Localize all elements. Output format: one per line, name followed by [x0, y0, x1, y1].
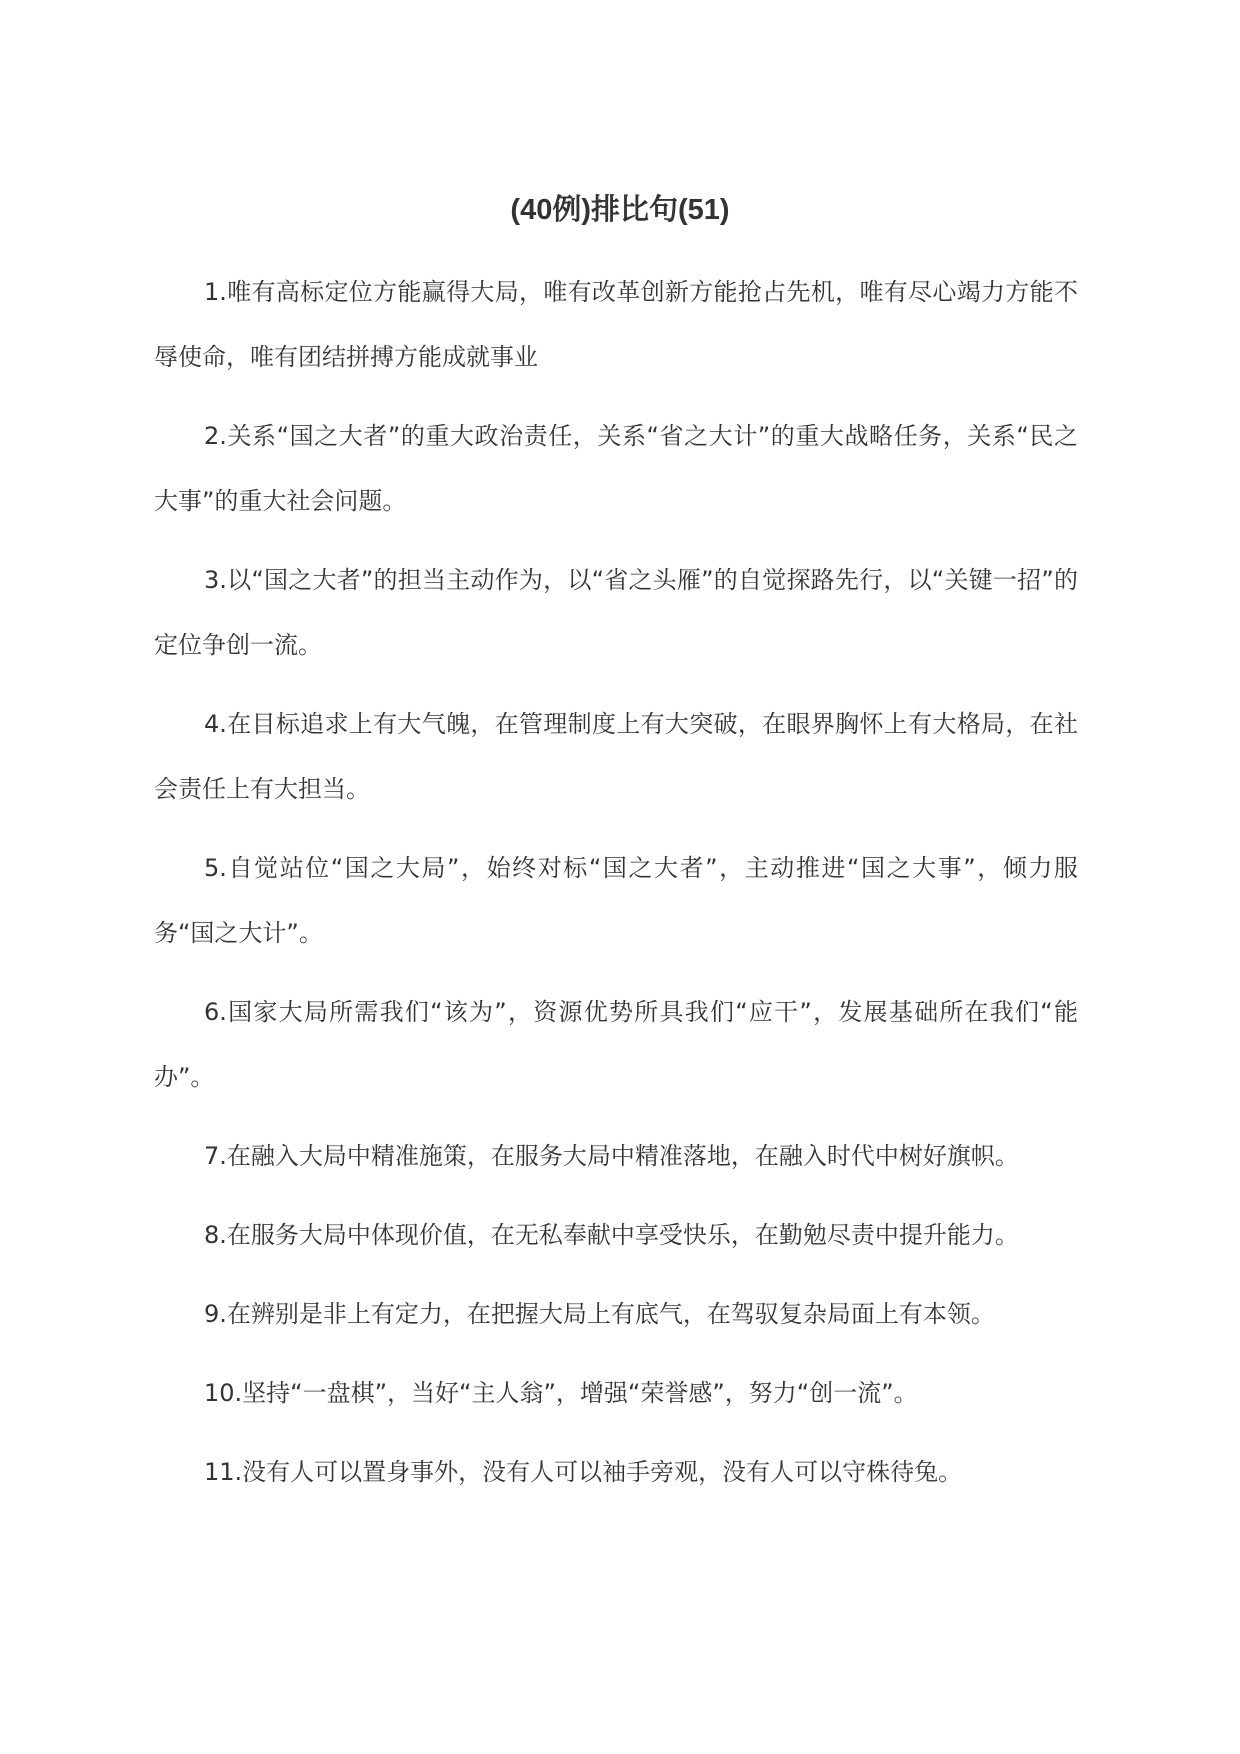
paragraph-5: 5.自觉站位“国之大局”，始终对标“国之大者”，主动推进“国之大事”，倾力服务“国之大计”。 [154, 854, 1078, 947]
paragraph-11: 11.没有人可以置身事外，没有人可以袖手旁观，没有人可以守株待兔。 [204, 1458, 963, 1486]
paragraph-9: 9.在辨别是非上有定力，在把握大局上有底气，在驾驭复杂局面上有本领。 [204, 1300, 995, 1328]
paragraph-4: 4.在目标追求上有大气魄，在管理制度上有大突破，在眼界胸怀上有大格局，在社会责任上有大担当。 [154, 710, 1078, 803]
document-body [154, 260, 1078, 1519]
paragraph-8: 8.在服务大局中体现价值，在无私奉献中享受快乐，在勤勉尽责中提升能力。 [204, 1221, 1019, 1249]
paragraph-1: 1.唯有高标定位方能赢得大局，唯有改革创新方能抢占先机，唯有尽心竭力方能不辱使命，唯有团结拼搏方能成就事业 [154, 278, 1078, 371]
document-title: (40例)排比句(51) [510, 194, 730, 226]
paragraph-10: 10.坚持“一盘棋”，当好“主人翁”，增强“荣誉感”，努力“创一流”。 [204, 1379, 918, 1407]
paragraph-7: 7.在融入大局中精准施策，在服务大局中精准落地，在融入时代中树好旗帜。 [204, 1142, 1019, 1170]
paragraph-3: 3.以“国之大者”的担当主动作为，以“省之头雁”的自觉探路先行，以“关键一招”的定位争创一流。 [154, 566, 1078, 659]
paragraph-2: 2.关系“国之大者”的重大政治责任，关系“省之大计”的重大战略任务，关系“民之大事”的重大社会问题。 [154, 422, 1078, 515]
paragraph-6: 6.国家大局所需我们“该为”，资源优势所具我们“应干”，发展基础所在我们“能办”。 [154, 998, 1078, 1091]
